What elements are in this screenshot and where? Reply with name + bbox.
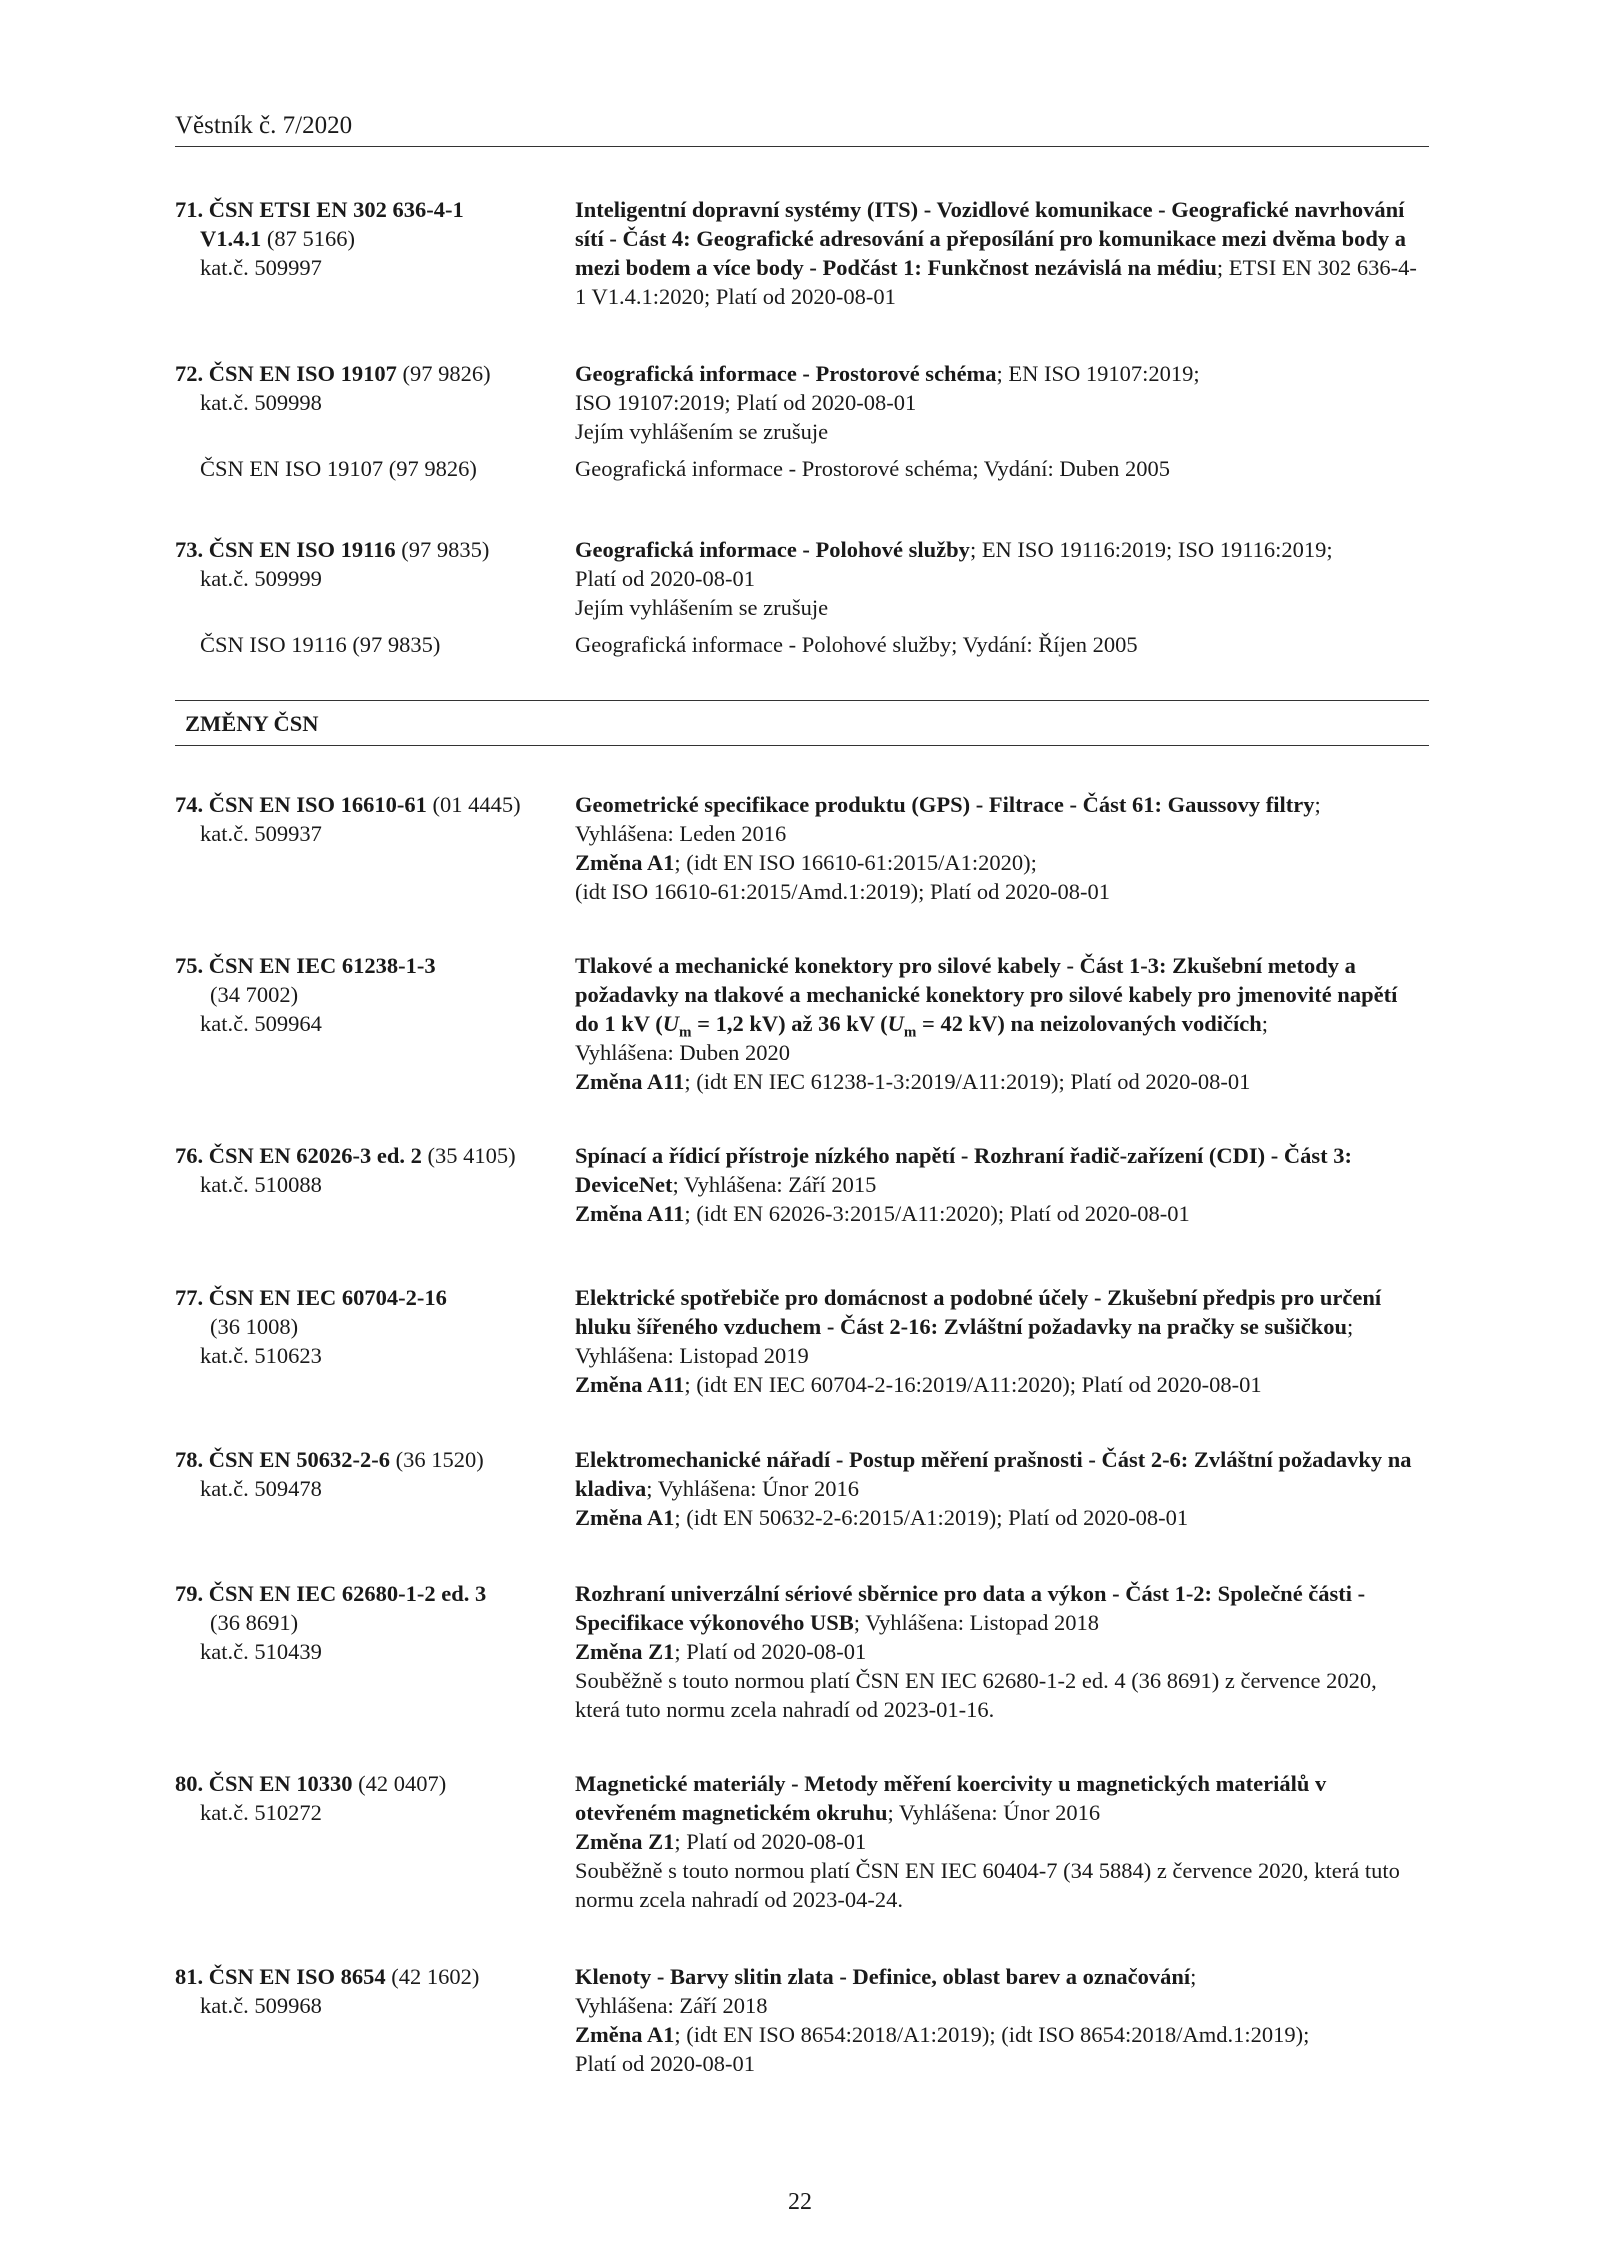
norm-code: 80. ČSN EN 10330 (42 0407) kat.č. 510272 [175,1769,575,1914]
norm-description: Spínací a řídicí přístroje nízkého napětí - Rozhraní řadič-zařízení (CDI) - Část 3: DeviceNet; Vyhlášena: Září 2015 Změna A11; (idt EN 62026-3:2015/A11:2020); Platí od 2020-08-01 [575,1143,1353,1226]
norm-entry-75 [175,951,1435,1096]
norm-code: 81. ČSN EN ISO 8654 (42 1602) kat.č. 509968 [175,1962,575,2078]
norm-description: Elektromechanické nářadí - Postup měření prašnosti - Část 2-6: Zvláštní požadavky na kladiva; Vyhlášena: Únor 2016 Změna A1; (idt EN 50632-2-6:2015/A1:2019); Platí od 2020-08-01 [575,1447,1412,1530]
catalog-number: kat.č. 509478 [200,1476,322,1501]
norm-code: 71. ČSN ETSI EN 302 636-4-1 V1.4.1 (87 5166) kat.č. 509997 [175,195,575,311]
norm-code: 79. ČSN EN IEC 62680-1-2 ed. 3 (36 8691) kat.č. 510439 [175,1579,575,1724]
replaced-norm-code: ČSN ISO 19116 (97 9835) [200,632,441,657]
parallel-validity-note: Souběžně s touto normou platí ČSN EN IEC 60404-7 (34 5884) z července 2020, která tuto normu zcela nahradí od 2023-04-24. [575,1858,1400,1912]
norm-entry-79 [175,1579,1435,1724]
norm-code: 76. ČSN EN 62026-3 ed. 2 (35 4105) kat.č. 510088 [175,1141,575,1228]
norm-description: Geografická informace - Prostorové schéma; EN ISO 19107:2019; ISO 19107:2019; Platí od 2020-08-01 Jejím vyhlášením se zrušuje [575,361,1200,444]
norm-entry-81 [175,1962,1435,2078]
norm-entry-73 [175,535,1435,659]
norm-code: 77. ČSN EN IEC 60704-2-16 (36 1008) kat.č. 510623 [175,1283,575,1399]
catalog-number: kat.č. 510439 [200,1639,322,1664]
norm-description: Elektrické spotřebiče pro domácnost a podobné účely - Zkušební předpis pro určení hluku šířeného vzduchem - Část 2-16: Zvláštní požadavky na pračky se sušičkou; Vyhlášena: Listopad 2019 Změna A11; (idt EN IEC 60704-2-16:2019/A11:2020); Platí od 2020-08-01 [575,1285,1382,1397]
catalog-number: kat.č. 509998 [200,390,322,415]
header-rule [175,146,1429,147]
catalog-number: kat.č. 509968 [200,1993,322,2018]
page-header-title: Věstník č. 7/2020 [175,112,353,139]
norm-description: Inteligentní dopravní systémy (ITS) - Vozidlové komunikace - Geografické navrhování sítí - Část 4: Geografické adresování a přeposílání pro komunikace mezi dvěma body a mezi bodem a více body - Podčást 1: Funkčnost nezávislá na médiu; ETSI EN 302 636-4-1 V1.4.1:2020; Platí od 2020-08-01 [575,197,1417,309]
norm-code: 73. ČSN EN ISO 19116 (97 9835) kat.č. 509999 [175,535,575,622]
norm-description: Tlakové a mechanické konektory pro silové kabely - Část 1-3: Zkušební metody a požadavky na tlakové a mechanické konektory pro silové kabely pro jmenovité napětí do 1 kV ($U_m = 1,2$ kV) až 36 kV ($U_m = 42$ kV) na neizolovaných vodičích; Vyhlášena: Duben 2020 Změna A11; (idt EN IEC 61238-1-3:2019/A11:2019); Platí od 2020-08-01 [575,953,1398,1094]
norm-code: 75. ČSN EN IEC 61238-1-3 (34 7002) kat.č. 509964 [175,951,575,1096]
norm-description: Magnetické materiály - Metody měření koercivity u magnetických materiálů v otevřeném magnetickém okruhu; Vyhlášena: Únor 2016 Změna Z1; Platí od 2020-08-01 Souběžně s touto normou platí ČSN EN IEC 60404-7 (34 5884) z července 2020, která tuto normu zcela nahradí od 2023-04-24. [575,1771,1400,1912]
catalog-number: kat.č. 510623 [200,1343,322,1368]
replaced-norm-title: Geografická informace - Polohové služby; Vydání: Říjen 2005 [575,632,1138,657]
replaced-norm-code: ČSN EN ISO 19107 (97 9826) [200,456,477,481]
section-title: ZMĚNY ČSN [185,711,319,736]
catalog-number: kat.č. 509937 [200,821,322,846]
norm-entry-77 [175,1283,1435,1399]
norm-code: 72. ČSN EN ISO 19107 (97 9826) kat.č. 509998 [175,359,575,446]
norm-code: 78. ČSN EN 50632-2-6 (36 1520) kat.č. 509478 [175,1445,575,1532]
section-header [175,700,1429,746]
norm-entry-71 [175,195,1435,311]
norm-description: Geografická informace - Polohové služby; EN ISO 19116:2019; ISO 19116:2019; Platí od 2020-08-01 Jejím vyhlášením se zrušuje [575,537,1333,620]
catalog-number: kat.č. 509999 [200,566,322,591]
replaced-norm-title: Geografická informace - Prostorové schéma; Vydání: Duben 2005 [575,456,1171,481]
norm-code: 74. ČSN EN ISO 16610-61 (01 4445) kat.č. 509937 [175,790,575,906]
catalog-number: kat.č. 509997 [200,255,322,280]
norm-entry-74 [175,790,1435,906]
norm-entry-80 [175,1769,1435,1914]
page-number: 22 [788,2189,812,2215]
catalog-number: kat.č. 509964 [200,1011,322,1036]
norm-entry-78 [175,1445,1435,1532]
norm-entry-76 [175,1141,1435,1228]
norm-description: Klenoty - Barvy slitin zlata - Definice, oblast barev a označování; Vyhlášena: Září 2018 Změna A1; (idt EN ISO 8654:2018/A1:2019); (idt ISO 8654:2018/Amd.1:2019); Platí od 2020-08-01 [575,1964,1310,2076]
norm-entry-72 [175,359,1435,483]
catalog-number: kat.č. 510272 [200,1800,322,1825]
norm-description: Rozhraní univerzální sériové sběrnice pro data a výkon - Část 1-2: Společné části - Specifikace výkonového USB; Vyhlášena: Listopad 2018 Změna Z1; Platí od 2020-08-01 Souběžně s touto normou platí ČSN EN IEC 62680-1-2 ed. 4 (36 8691) z července 2020, která tuto normu zcela nahradí od 2023-01-16. [575,1581,1377,1722]
parallel-validity-note: Souběžně s touto normou platí ČSN EN IEC 62680-1-2 ed. 4 (36 8691) z července 2020, která tuto normu zcela nahradí od 2023-01-16. [575,1668,1377,1722]
catalog-number: kat.č. 510088 [200,1172,322,1197]
norm-description: Geometrické specifikace produktu (GPS) - Filtrace - Část 61: Gaussovy filtry; Vyhlášena: Leden 2016 Změna A1; (idt EN ISO 16610-61:2015/A1:2020); (idt ISO 16610-61:2015/Amd.1:2019); Platí od 2020-08-01 [575,792,1321,904]
